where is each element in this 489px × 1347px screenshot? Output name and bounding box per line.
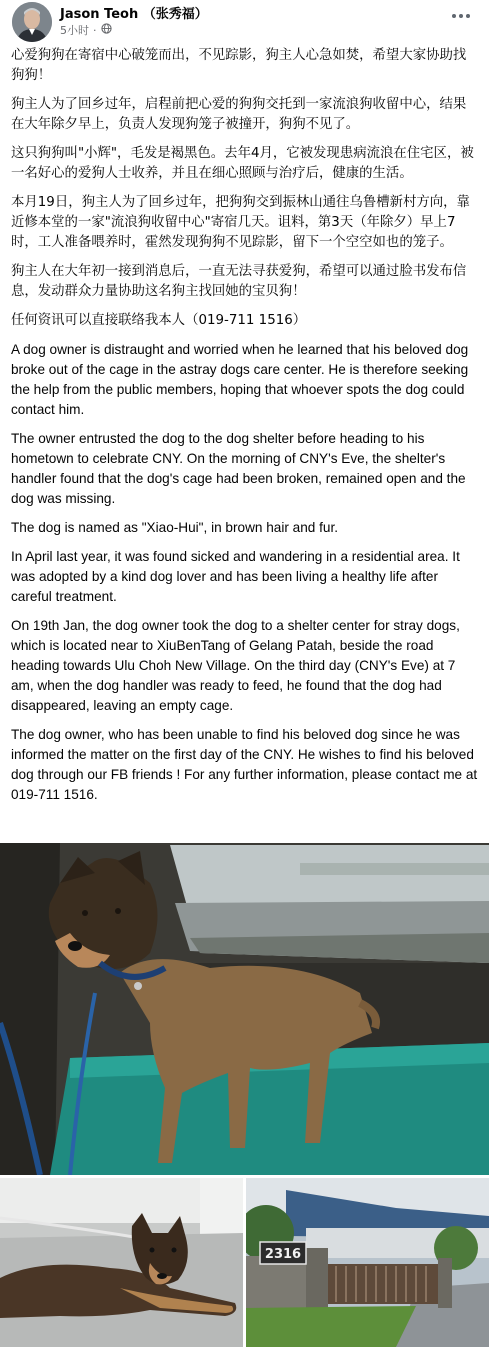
more-options-icon[interactable] <box>449 8 473 24</box>
post-paragraph: 这只狗狗叫"小辉"，毛发是褐黑色。去年4月，它被发现患病流浪在住宅区，被一名好心的爱狗人士收养，并且在细心照顾与治疗后，健康的生活。 <box>11 146 474 181</box>
post-paragraph: 狗主人在大年初一接到消息后，一直无法寻获爱狗，希望可以通过脸书发布信息，发动群众力量协助这名狗主找回她的宝贝狗！ <box>11 264 467 299</box>
post-paragraph: In April last year, it was found sicked and wandering in a residential area. It was adopted by a kind dog lover and has been living a healthy life after careful treatment. <box>11 549 460 604</box>
post-paragraph: The dog is named as "Xiao-Hui", in brown hair and fur. <box>11 520 339 535</box>
post-timestamp[interactable]: 5小时 <box>60 24 89 37</box>
author-name[interactable]: Jason Teoh （张秀福） <box>60 7 208 22</box>
post-paragraph: 狗主人为了回乡过年，启程前把心爱的狗狗交托到一家流浪狗收留中心，结果在大年除夕早上，负责人发现狗笼子被撞开，狗狗不见了。 <box>11 97 467 132</box>
post-photo-dog-lying[interactable] <box>0 1178 243 1347</box>
dot-separator: · <box>93 23 97 37</box>
author-avatar[interactable] <box>12 2 52 42</box>
post-header <box>0 0 489 42</box>
post-paragraph: 本月19日，狗主人为了回乡过年，把狗狗交到振林山通往乌鲁槽新村方向，靠近修本堂的一家"流浪狗收留中心"寄宿几天。诅料，第3天（年除夕）早上7时，工人准备喂养时，霍然发现狗狗不见踪影，留下一个空空如也的笼子。 <box>11 195 470 250</box>
post-paragraph: On 19th Jan, the dog owner took the dog to a shelter center for stray dogs, which is located near to XiuBenTang of Gelang Patah, beside the road heading towards Ulu Choh New Village. On the third day (CNY's Eve) at 7 am, when the dog handler was ready to feed, he found that the dog had disappeared, leaving an empty cage. <box>11 618 460 713</box>
post-photo-shelter-gate[interactable] <box>246 1178 489 1347</box>
avatar-photo <box>12 2 52 42</box>
post-paragraph: A dog owner is distraught and worried when he learned that his beloved dog broke out of the cage in the astray dogs care center. He is therefore seeking the help from the public members, hoping that whoever spots the dog could contact him. <box>11 342 469 417</box>
post-body <box>11 46 479 814</box>
post-paragraph: The owner entrusted the dog to the dog shelter before heading to his hometown to celebrate CNY. On the morning of CNY's Eve, the shelter's handler found that the dog's cage had been broken, remained open and the dog was missing. <box>11 431 466 506</box>
post-paragraph: 任何资讯可以直接联络我本人（019-711 1516） <box>11 313 307 328</box>
post-paragraph: The dog owner, who has been unable to find his beloved dog since he was informed the matter on the first day of the CNY. He wishes to find his beloved dog through our FB friends ! For any further information, please contact me at 019-711 1516. <box>11 727 478 802</box>
globe-icon[interactable] <box>101 23 112 37</box>
post-paragraph: 心爱狗狗在寄宿中心破笼而出，不见踪影，狗主人心急如焚，希望大家协助找狗狗！ <box>11 48 467 83</box>
post-photo-dog-in-car[interactable] <box>0 843 489 1175</box>
house-number-text: 2316 <box>264 1247 302 1262</box>
post-meta <box>60 22 112 38</box>
